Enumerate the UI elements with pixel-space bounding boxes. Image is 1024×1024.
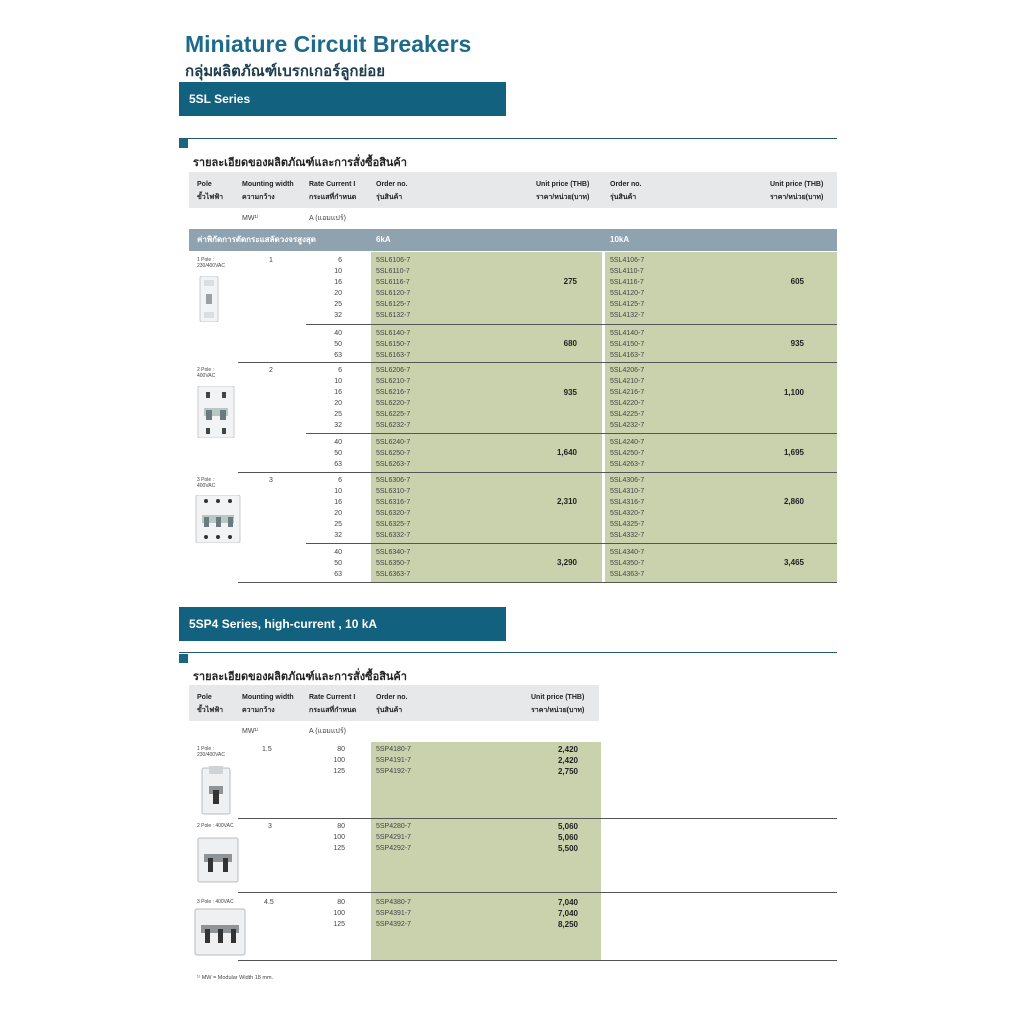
rating-list: 6 10 16 20 25 32 (334, 477, 342, 539)
mounting-width: 1.5 (262, 746, 272, 753)
header-price-6ka: Unit price (THB) ราคา/หน่วย(บาท) (536, 181, 590, 201)
header-order-10ka: Order no. รุ่นสินค้า (610, 181, 642, 201)
rating-list: 80 100 125 (333, 899, 345, 928)
unit-amp: A (แอมแปร์) (309, 728, 346, 735)
rating-list: 80 100 125 (333, 746, 345, 775)
header-rate-current: Rate Current I กระแสที่กำหนด (309, 181, 357, 201)
order-list: 5SP4380-7 5SP4391-7 5SP4392-7 (376, 899, 412, 928)
order-list: 5SL4340-7 5SL4350-7 5SL4363-7 (610, 549, 645, 578)
order-list: 5SL4106-7 5SL4110-7 5SL4116-7 5SL4120-7 5SL4125-7 5SL4132-7 (610, 257, 645, 319)
rating-list: 80 100 125 (333, 823, 345, 852)
row-divider (238, 362, 837, 363)
breaker-2pole-image (196, 386, 236, 438)
header-order-6ka: Order no. รุ่นสินค้า (376, 181, 408, 201)
rating-list: 40 50 63 (334, 549, 342, 578)
row-divider (238, 818, 837, 819)
header-order: Order no. รุ่นสินค้า (376, 694, 408, 714)
header-price-10ka: Unit price (THB) ราคา/หน่วย(บาท) (770, 181, 824, 201)
header-rate-current: Rate Current I กระแสที่กำหนด (309, 694, 357, 714)
rating-list: 40 50 63 (334, 330, 342, 359)
price: 1,640 (556, 448, 577, 457)
unit-mw: MW¹⁾ (242, 728, 259, 735)
pole-label: 3 Pole : 400VAC (197, 899, 234, 905)
mounting-width: 3 (268, 823, 272, 830)
row-divider (238, 892, 837, 893)
pole-label: 2 Pole : 400VAC (197, 367, 216, 379)
price: 2,860 (783, 497, 804, 506)
footnote: ¹⁾ MW = Modular Width 18 mm. (197, 975, 274, 981)
breaker-3pole-image (194, 495, 242, 543)
price: 935 (790, 339, 804, 348)
breaker-5sp4-3pole-image (193, 907, 247, 957)
series-bar-5sp4: 5SP4 Series, high-current , 10 kA (179, 607, 506, 641)
order-list: 5SL6340-7 5SL6350-7 5SL6363-7 (376, 549, 411, 578)
band-10ka: 10kA (610, 235, 630, 244)
section-rule (179, 652, 837, 653)
row-divider (238, 582, 837, 583)
section-marker (179, 654, 188, 663)
band-6ka: 6kA (376, 235, 391, 244)
order-list: 5SL4140-7 5SL4150-7 5SL4163-7 (610, 330, 645, 359)
pole-label: 1 Pole : 230/400VAC (197, 257, 225, 269)
breaker-1pole-image (198, 276, 220, 322)
order-list: 5SL4206-7 5SL4210-7 5SL4216-7 5SL4220-7 5SL4225-7 5SL4232-7 (610, 367, 645, 429)
unit-mw: MW¹⁾ (242, 215, 259, 222)
section-title: รายละเอียดของผลิตภัณฑ์และการสั่งซื้อสินค้า (193, 157, 407, 169)
row-divider (238, 472, 837, 473)
row-divider (238, 960, 837, 961)
mounting-width: 2 (269, 367, 273, 374)
order-list: 5SL4306-7 5SL4310-7 5SL4316-7 5SL4320-7 5SL4325-7 5SL4332-7 (610, 477, 645, 539)
order-list: 5SL6206-7 5SL6210-7 5SL6216-7 5SL6220-7 5SL6225-7 5SL6232-7 (376, 367, 411, 429)
mounting-width: 4.5 (264, 899, 274, 906)
price: 1,695 (783, 448, 804, 457)
breaker-5sp4-2pole-image (196, 836, 240, 884)
section-title: รายละเอียดของผลิตภัณฑ์และการสั่งซื้อสินค้า (193, 671, 407, 683)
header-mounting-width: Mounting width ความกว้าง (242, 694, 294, 714)
order-list: 5SP4180-7 5SP4191-7 5SP4192-7 (376, 746, 412, 775)
header-price: Unit price (THB) ราคา/หน่วย(บาท) (531, 694, 585, 714)
price: 3,290 (556, 558, 577, 567)
price: 680 (563, 339, 577, 348)
page-title: Miniature Circuit Breakers (185, 31, 472, 57)
pole-label: 1 Pole : 230/400VAC (197, 746, 225, 758)
price-list: 2,420 2,420 2,750 (557, 745, 578, 776)
price-list: 7,040 7,040 8,250 (557, 898, 578, 929)
header-pole: Pole ขั้วไฟฟ้า (197, 181, 224, 201)
series-bar-5sl: 5SL Series (179, 82, 506, 116)
row-divider (306, 543, 837, 544)
order-list: 5SP4280-7 5SP4291-7 5SP4292-7 (376, 823, 412, 852)
rating-list: 6 10 16 20 25 32 (334, 367, 342, 429)
price: 2,310 (556, 497, 577, 506)
section-marker (179, 139, 188, 148)
price: 1,100 (783, 388, 804, 397)
pole-label: 2 Pole : 400VAC (197, 823, 234, 829)
price: 3,465 (783, 558, 804, 567)
mounting-width: 1 (269, 257, 273, 264)
order-list: 5SL4240-7 5SL4250-7 5SL4263-7 (610, 439, 645, 468)
row-divider (306, 324, 837, 325)
breaker-5sp4-1pole-image (199, 766, 233, 816)
price-list: 5,060 5,060 5,500 (557, 822, 578, 853)
pole-label: 3 Pole : 400VAC (197, 477, 216, 489)
order-list: 5SL6140-7 5SL6150-7 5SL6163-7 (376, 330, 411, 359)
header-pole: Pole ขั้วไฟฟ้า (197, 694, 224, 714)
page-subtitle: กลุ่มผลิตภัณฑ์เบรกเกอร์ลูกย่อย (185, 63, 386, 80)
header-mounting-width: Mounting width ความกว้าง (242, 181, 294, 201)
order-list: 5SL6240-7 5SL6250-7 5SL6263-7 (376, 439, 411, 468)
row-divider (306, 433, 837, 434)
unit-amp: A (แอมแปร์) (309, 215, 346, 222)
section-rule (179, 138, 837, 139)
rating-list: 6 10 16 20 25 32 (334, 257, 342, 319)
price: 605 (790, 277, 804, 286)
band-label: ค่าพิกัดการตัดกระแสลัดวงจรสูงสุด (197, 235, 317, 244)
mounting-width: 3 (269, 477, 273, 484)
breaking-capacity-band (189, 229, 837, 251)
rating-list: 40 50 63 (334, 439, 342, 468)
order-list: 5SL6106-7 5SL6110-7 5SL6116-7 5SL6120-7 5SL6125-7 5SL6132-7 (376, 257, 411, 319)
price: 275 (563, 277, 577, 286)
order-list: 5SL6306-7 5SL6310-7 5SL6316-7 5SL6320-7 5SL6325-7 5SL6332-7 (376, 477, 411, 539)
price: 935 (563, 388, 577, 397)
